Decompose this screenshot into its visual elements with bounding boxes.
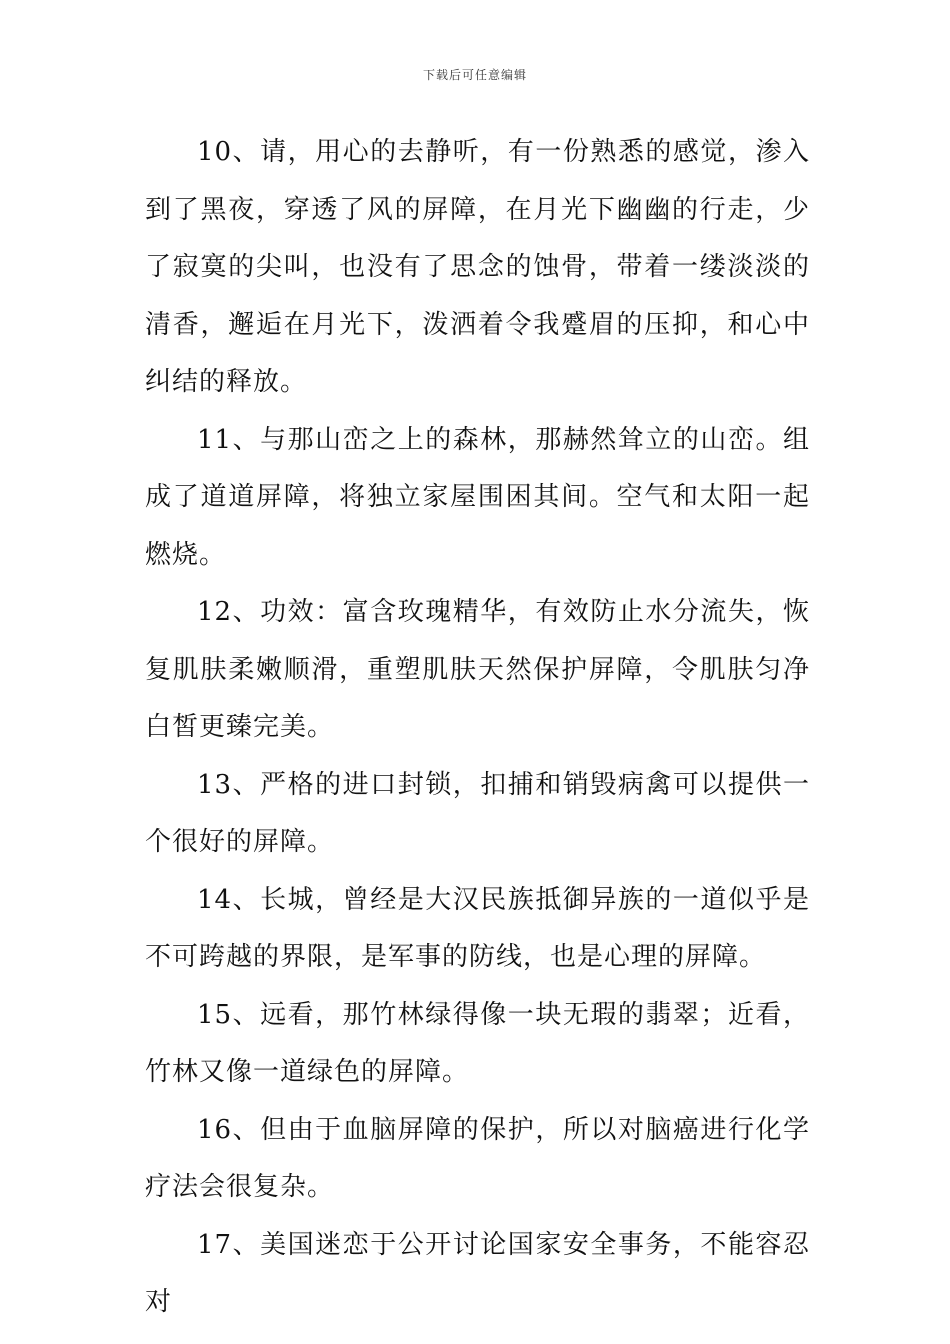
page-header: 下载后可任意编辑	[422, 68, 527, 82]
paragraph-11: 11、与那山峦之上的森林，那赫然耸立的山峦。组成了道道屏障，将独立家屋围困其间。空气和太阳一起燃烧。	[145, 424, 810, 570]
paragraph-10: 10、请，用心的去静听，有一份熟悉的感觉，渗入到了黑夜，穿透了风的屏障，在月光下幽幽的行走，少了寂寞的尖叫，也没有了思念的蚀骨，带着一缕淡淡的清香，邂逅在月光下，泼洒着令我蹙眉的压抑，和心中纠结的释放。	[145, 137, 810, 397]
paragraph-16: 16、但由于血脑屏障的保护，所以对脑癌进行化学疗法会很复杂。	[145, 1114, 810, 1202]
paragraph-13: 13、严格的进口封锁，扣捕和销毁病禽可以提供一个很好的屏障。	[145, 769, 810, 857]
document-body	[145, 124, 810, 1332]
paragraph-14: 14、长城，曾经是大汉民族抵御异族的一道似乎是不可跨越的界限，是军事的防线，也是心理的屏障。	[145, 884, 810, 972]
paragraph-12: 12、功效：富含玫瑰精华，有效防止水分流失，恢复肌肤柔嫩顺滑，重塑肌肤天然保护屏障，令肌肤匀净白皙更臻完美。	[145, 597, 810, 742]
paragraph-17: 17、美国迷恋于公开讨论国家安全事务，不能容忍对	[145, 1229, 810, 1317]
paragraph-15: 15、远看，那竹林绿得像一块无瑕的翡翠；近看，竹林又像一道绿色的屏障。	[145, 999, 810, 1087]
